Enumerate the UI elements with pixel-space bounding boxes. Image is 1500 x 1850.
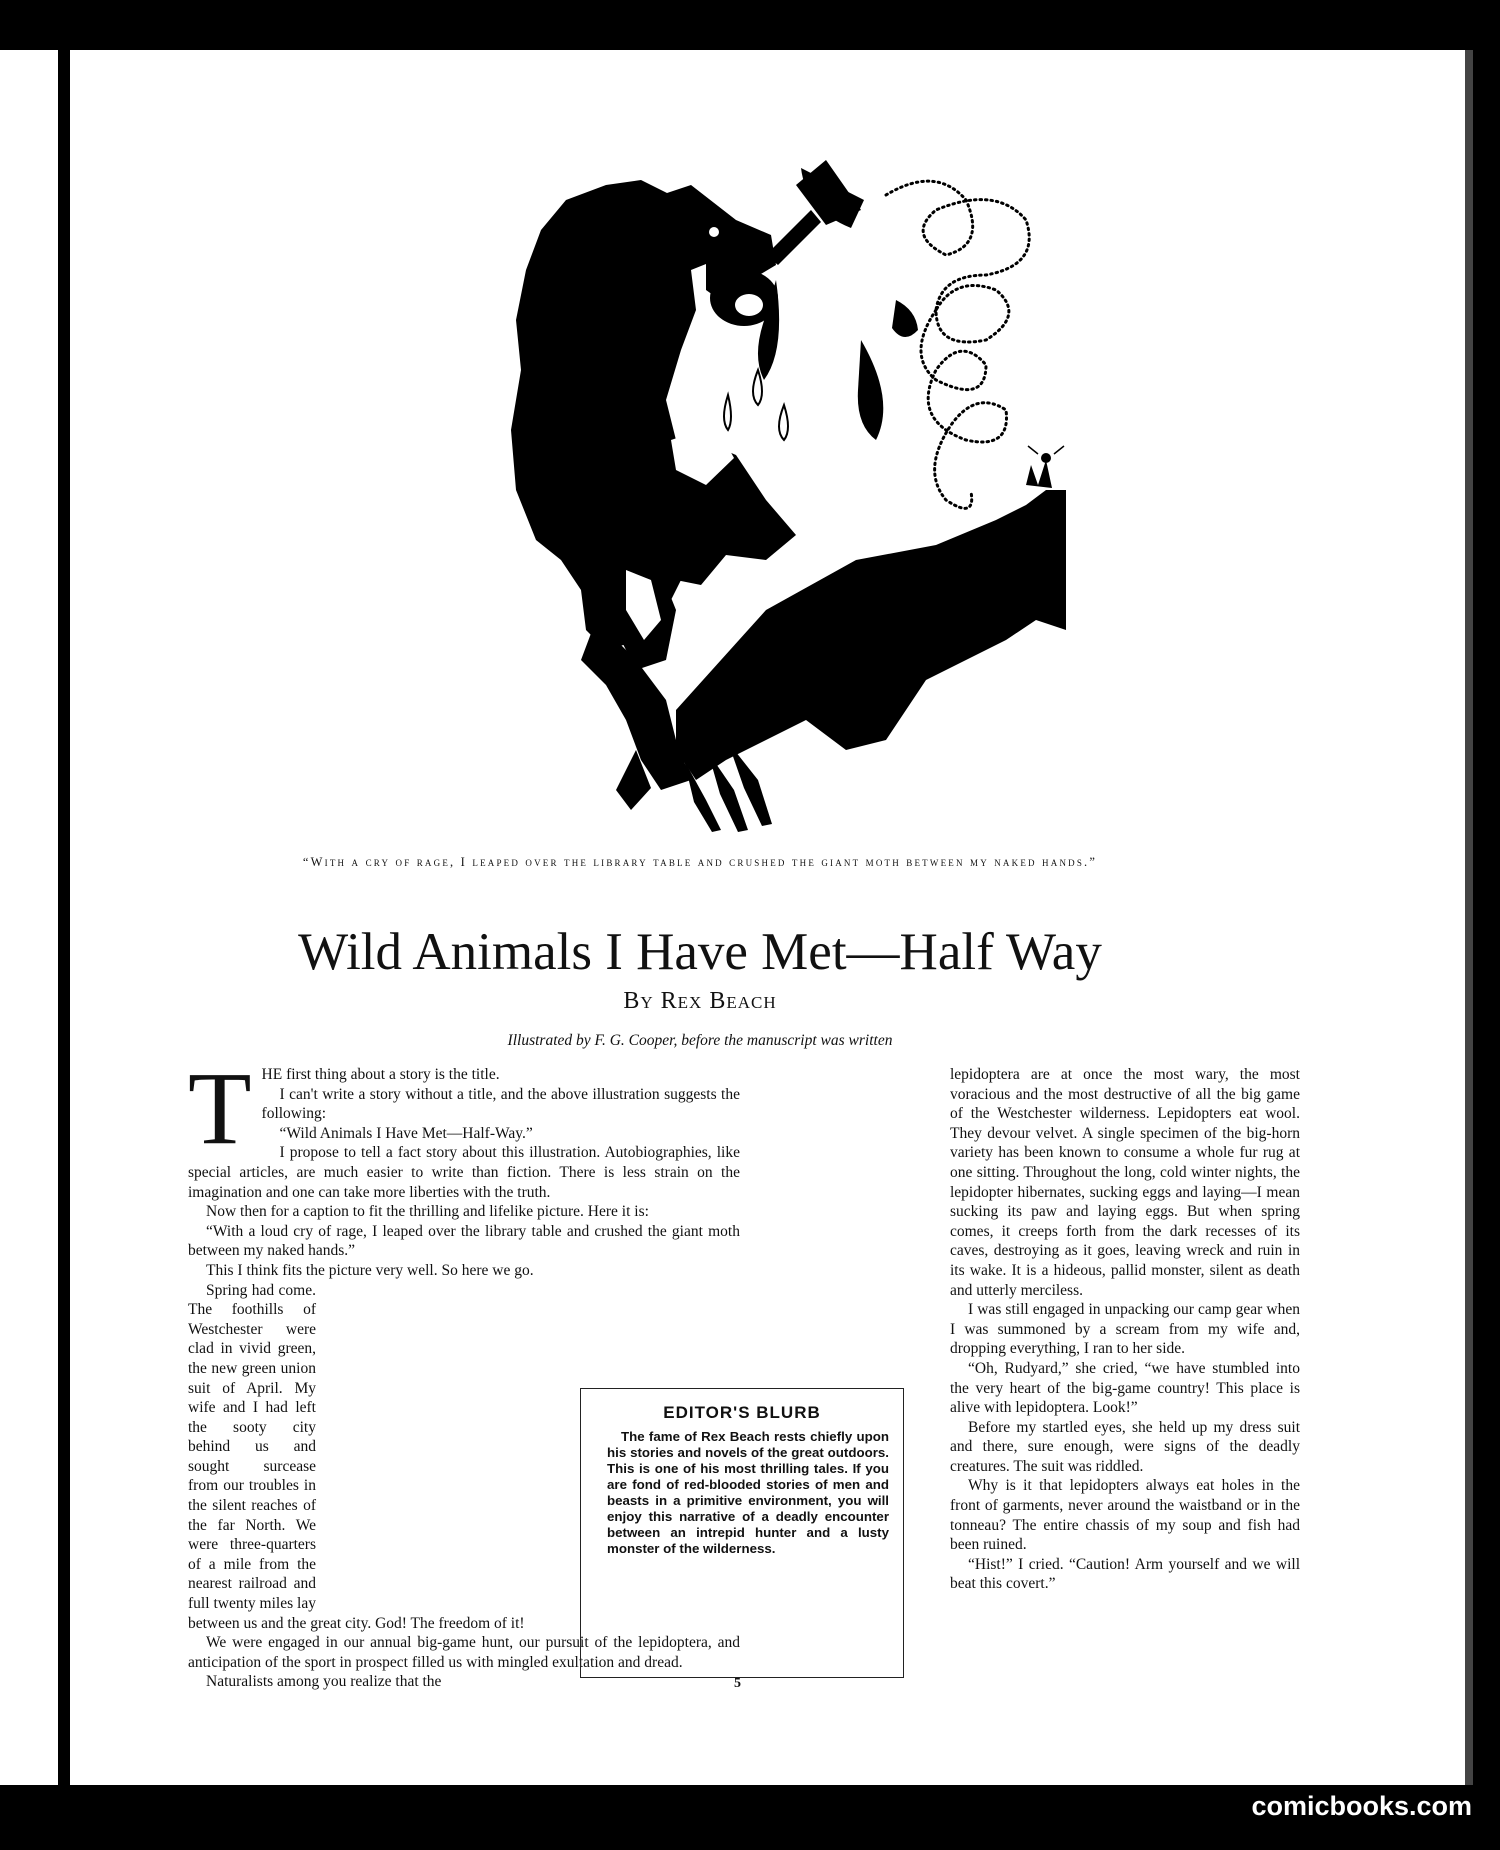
paragraph: “Oh, Rudyard,” she cried, “we have stumbled into the very heart of the big-game country! This place is alive with lepidoptera. Look!”: [950, 1359, 1300, 1417]
paragraph: I was still engaged in unpacking our camp gear when I was summoned by a scream from my wife and, dropping everything, I ran to her side.: [950, 1301, 1300, 1358]
blurb-heading: EDITOR'S BLURB: [663, 1403, 821, 1422]
story-title: Wild Animals I Have Met—Half Way: [298, 923, 1102, 981]
story-illustration: [466, 140, 1086, 840]
paragraph: We were engaged in our annual big-game hunt, our pursuit of the lepidoptera, and anticipation of the sport in prospect filled us with mingled exultation and dread.: [188, 1634, 740, 1671]
facing-page-edge: [0, 50, 58, 1785]
paragraph: Now then for a caption to fit the thrilling and lifelike picture. Here it is:: [206, 1203, 649, 1221]
paragraph: I propose to tell a fact story about this illustration. Autobiographies, like special articles, are much easier to write than fiction. There is less strain on the imagination and one can take more liberties with the truth.: [188, 1144, 740, 1201]
paragraph: I can't write a story without a title, and the above illustration suggests the following:: [261, 1085, 740, 1123]
paragraph: “With a loud cry of rage, I leaped over the library table and crushed the giant moth between my naked hands.”: [188, 1222, 740, 1260]
paragraph: This I think fits the picture very well. So here we go.: [206, 1261, 534, 1279]
blurb-text: The fame of Rex Beach rests chiefly upon his stories and novels of the great outdoors. This is one of his most thrilling tales. If you are fond of red-blooded stories of men and beasts in a primitive environment, you will enjoy this narrative of a deadly encounter between an intrepid hunter and a lusty monster of the wilderness.: [607, 1429, 889, 1556]
paragraph: Spring had come. The foothills of Westchester were clad in vivid green, the new green union suit of April. My wife and I had left the sooty city behind us and sought surcease from our troubles in the silent reaches of the far North. We were three-quarters of a mile from the nearest railroad and full twenty miles lay between us and the great city. God! The freedom of it!: [188, 1281, 525, 1632]
paragraph: Why is it that lepidopters always eat holes in the front of garments, never around the waistband or in the tonneau? The entire chassis of my soup and fish had been ruined.: [950, 1477, 1300, 1554]
drop-cap: T: [188, 1051, 252, 1166]
page-number: 5: [734, 1676, 741, 1691]
paragraph: Before my startled eyes, she held up my dress suit and there, sure enough, were signs of the deadly creatures. The suit was riddled.: [950, 1418, 1300, 1475]
illustration-caption: “With a cry of rage, I leaped over the library table and crushed the giant moth between my naked hands.”: [302, 855, 1098, 869]
illustrator-credit: Illustrated by F. G. Cooper, before the manuscript was written: [507, 1032, 893, 1049]
page-gutter: [1465, 50, 1473, 1785]
editors-blurb-box: [580, 1388, 904, 1678]
paragraph: lepidoptera are at once the most wary, the most voracious and the most destructive of all the big game of the Westchester wilderness. Lepidopters eat wool. They devour velvet. A single specimen of the big-horn variety has been known to consume a whole fur rug at one sitting. Throughout the long, cold winter nights, the lepidopter hibernates, sucking eggs and laying—I mean sucking its paw and laying eggs. But when spring comes, it creeps forth from the dark recesses of its caves, destroying as it goes, leaving wreck and ruin in its wake. It is a hideous, pallid monster, silent as death and utterly merciless.: [950, 1066, 1300, 1299]
author-byline: By Rex Beach: [623, 988, 777, 1014]
paragraph: HE first thing about a story is the title.: [261, 1066, 500, 1083]
paragraph: “Wild Animals I Have Met—Half-Way.”: [279, 1124, 533, 1142]
paragraph: Naturalists among you realize that the: [206, 1673, 442, 1691]
site-watermark: comicbooks.com: [1251, 1791, 1472, 1821]
paragraph: “Hist!” I cried. “Caution! Arm yourself and we will beat this covert.”: [950, 1555, 1300, 1593]
